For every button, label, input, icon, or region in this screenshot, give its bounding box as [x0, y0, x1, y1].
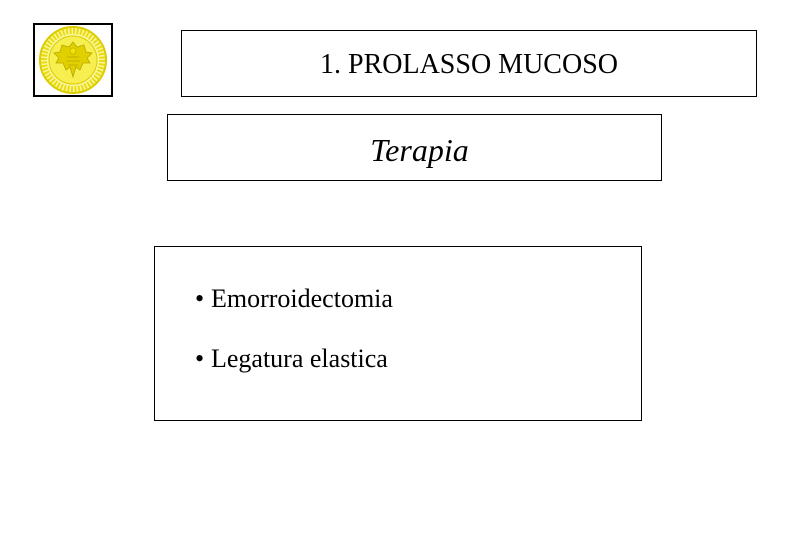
list-item-label: Legatura elastica: [211, 344, 388, 373]
title-box: [181, 30, 757, 97]
bullet-icon: •: [195, 344, 205, 373]
list-item-label: Emorroidectomia: [211, 284, 393, 313]
section-subtitle: Terapia: [370, 132, 469, 168]
university-seal-icon: [36, 25, 110, 95]
subtitle-box: [167, 114, 662, 181]
logo-frame: [33, 23, 113, 97]
therapy-list: [154, 246, 642, 421]
page-title: 1. PROLASSO MUCOSO: [320, 49, 618, 80]
list-item: [195, 284, 393, 314]
list-item: [195, 344, 388, 374]
bullet-icon: •: [195, 284, 205, 313]
